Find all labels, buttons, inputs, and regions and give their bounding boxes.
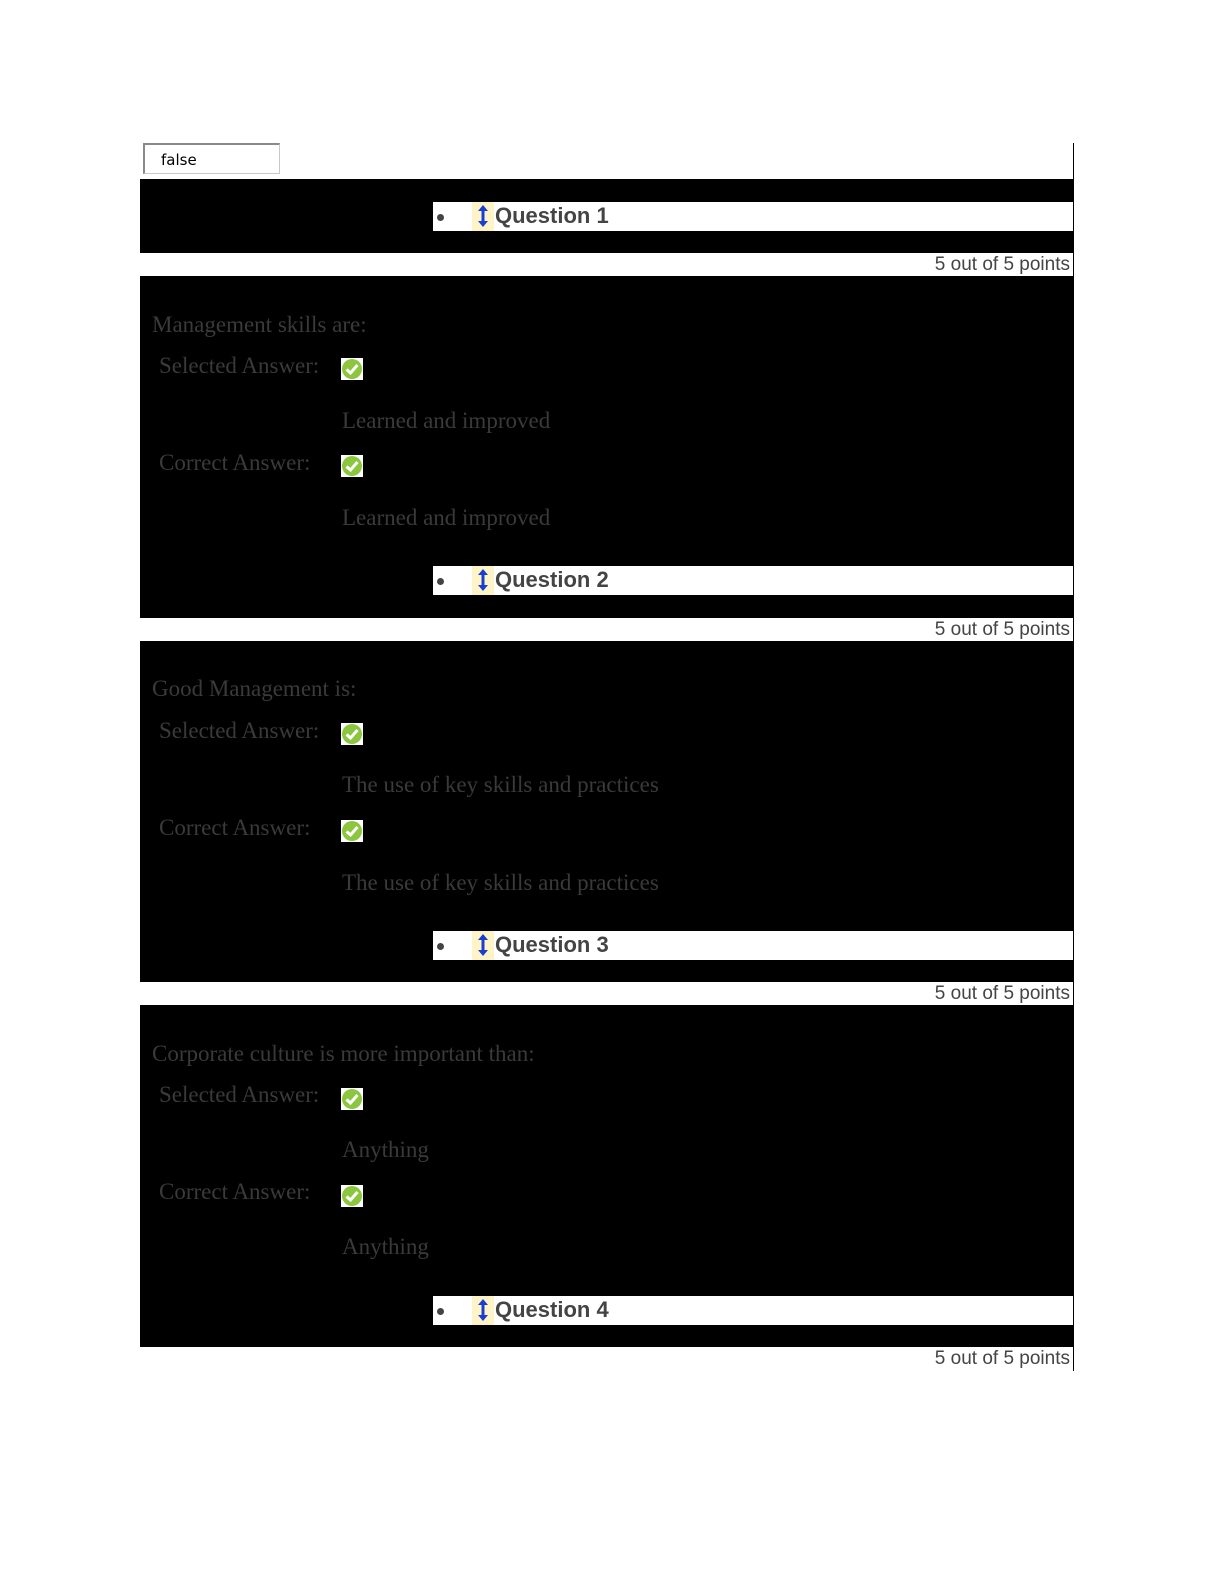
bullet-icon: [437, 214, 444, 221]
bullet-icon: [437, 578, 444, 585]
right-border-line: [1073, 143, 1074, 1371]
question-title: Question 1: [495, 203, 609, 228]
drag-handle-icon[interactable]: [472, 202, 494, 231]
bullet-icon: [437, 943, 444, 950]
question-2-text: Good Management is:: [152, 676, 357, 701]
selected-answer-text: The use of key skills and practices: [342, 772, 659, 797]
selected-answer-label: Selected Answer:: [159, 1082, 320, 1107]
question-title: Question 3: [495, 932, 609, 957]
question-3-header[interactable]: [433, 931, 1073, 960]
value-field[interactable]: false: [143, 143, 280, 174]
correct-check-icon: [341, 820, 363, 842]
question-1-text: Management skills are:: [152, 312, 367, 337]
question-3-points: 5 out of 5 points: [934, 983, 1070, 1004]
question-title: Question 4: [495, 1297, 609, 1322]
question-2-points: 5 out of 5 points: [934, 619, 1070, 640]
selected-answer-label: Selected Answer:: [159, 718, 320, 743]
question-3-text: Corporate culture is more important than:: [152, 1041, 535, 1066]
drag-handle-icon[interactable]: [472, 931, 494, 960]
selected-answer-text: Learned and improved: [342, 408, 551, 433]
correct-answer-text: Learned and improved: [342, 505, 551, 530]
correct-answer-label: Correct Answer:: [159, 450, 311, 475]
question-4-header[interactable]: [433, 1296, 1073, 1325]
correct-check-icon: [341, 1088, 363, 1110]
correct-answer-text: The use of key skills and practices: [342, 870, 659, 895]
selected-answer-label: Selected Answer:: [159, 353, 320, 378]
question-2-header[interactable]: [433, 566, 1073, 595]
drag-handle-icon[interactable]: [472, 1296, 494, 1325]
question-4-points: 5 out of 5 points: [934, 1348, 1070, 1369]
correct-check-icon: [341, 455, 363, 477]
correct-answer-text: Anything: [342, 1234, 429, 1259]
correct-answer-label: Correct Answer:: [159, 815, 311, 840]
bullet-icon: [437, 1308, 444, 1315]
question-1-points: 5 out of 5 points: [934, 254, 1070, 275]
question-1-header[interactable]: [433, 202, 1073, 231]
selected-answer-text: Anything: [342, 1137, 429, 1162]
correct-answer-label: Correct Answer:: [159, 1179, 311, 1204]
drag-handle-icon[interactable]: [472, 566, 494, 595]
correct-check-icon: [341, 1185, 363, 1207]
correct-check-icon: [341, 723, 363, 745]
question-title: Question 2: [495, 567, 609, 592]
correct-check-icon: [341, 358, 363, 380]
